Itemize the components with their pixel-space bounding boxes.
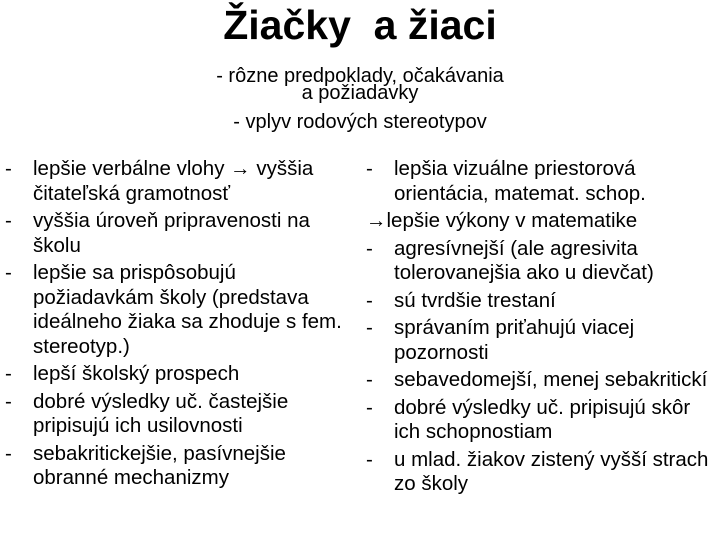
- list-item-text: lepšie verbálne vlohy → vyššia čitateľská gramotnosť: [33, 157, 314, 205]
- bullet-dash: -: [5, 389, 12, 413]
- bullet-dash: -: [5, 261, 12, 284]
- boys-list: [366, 157, 716, 500]
- list-item-text: sú tvrdšie trestaní: [394, 288, 556, 312]
- bullet-dash: -: [366, 157, 373, 180]
- subtitle-line-1: - rôzne predpoklady, očakávania: [216, 65, 504, 87]
- list-item: [5, 362, 350, 387]
- list-item: [366, 209, 716, 234]
- list-item: [5, 209, 350, 258]
- slide-title: Žiačky a žiaci: [223, 2, 497, 48]
- bullet-dash: -: [5, 362, 12, 385]
- bullet-dash: -: [5, 157, 12, 180]
- list-item-text: lepšia vizuálne priestorová orientácia, matemat. schop.: [394, 157, 646, 205]
- list-item: [366, 396, 716, 445]
- list-item-text: agresívnejší (ale agresivita tolerovanejšia ako u dievčat): [394, 236, 654, 284]
- list-item-text: →lepšie výkony v matematike: [366, 209, 638, 232]
- bullet-dash: -: [5, 209, 12, 232]
- bullet-dash: -: [366, 395, 373, 419]
- bullet-dash: -: [366, 288, 373, 312]
- list-item: [366, 448, 716, 497]
- list-item-text: lepšie sa prispôsobujú požiadavkám školy (predstava ideálneho žiaka sa zhoduje s fem. stereotyp.): [33, 261, 342, 358]
- bullet-dash: -: [366, 316, 373, 339]
- subtitle-line-3: - vplyv rodových stereotypov: [233, 111, 487, 133]
- list-item: [366, 368, 716, 393]
- list-item: [366, 237, 716, 286]
- list-item-text: lepší školský prospech: [33, 362, 240, 385]
- list-item: [5, 390, 350, 439]
- bullet-dash: -: [366, 236, 373, 260]
- list-item-text: dobré výsledky uč. častejšie pripisujú ich usilovnosti: [33, 389, 289, 437]
- list-item-text: vyššia úroveň pripravenosti na školu: [33, 209, 310, 257]
- bullet-dash: -: [366, 368, 373, 391]
- list-item-text: správaním priťahujú viacej pozornosti: [394, 316, 635, 364]
- list-item-text: sebakritickejšie, pasívnejšie obranné mechanizmy: [33, 441, 286, 489]
- bullet-dash: -: [366, 447, 373, 471]
- list-item: [366, 157, 716, 206]
- list-item-text: sebavedomejší, menej sebakritickí: [394, 368, 708, 391]
- list-item-text: u mlad. žiakov zistený vyšší strach zo školy: [394, 447, 709, 495]
- girls-list: [5, 157, 350, 494]
- list-item: [5, 261, 350, 359]
- list-item: [5, 442, 350, 491]
- list-item: [366, 316, 716, 365]
- bullet-dash: -: [5, 441, 12, 465]
- subtitle-line-2: a požiadavky: [301, 82, 419, 104]
- list-item: [366, 289, 716, 314]
- list-item-text: dobré výsledky uč. pripisujú skôr ich schopnostiam: [394, 395, 691, 443]
- list-item: [5, 157, 350, 206]
